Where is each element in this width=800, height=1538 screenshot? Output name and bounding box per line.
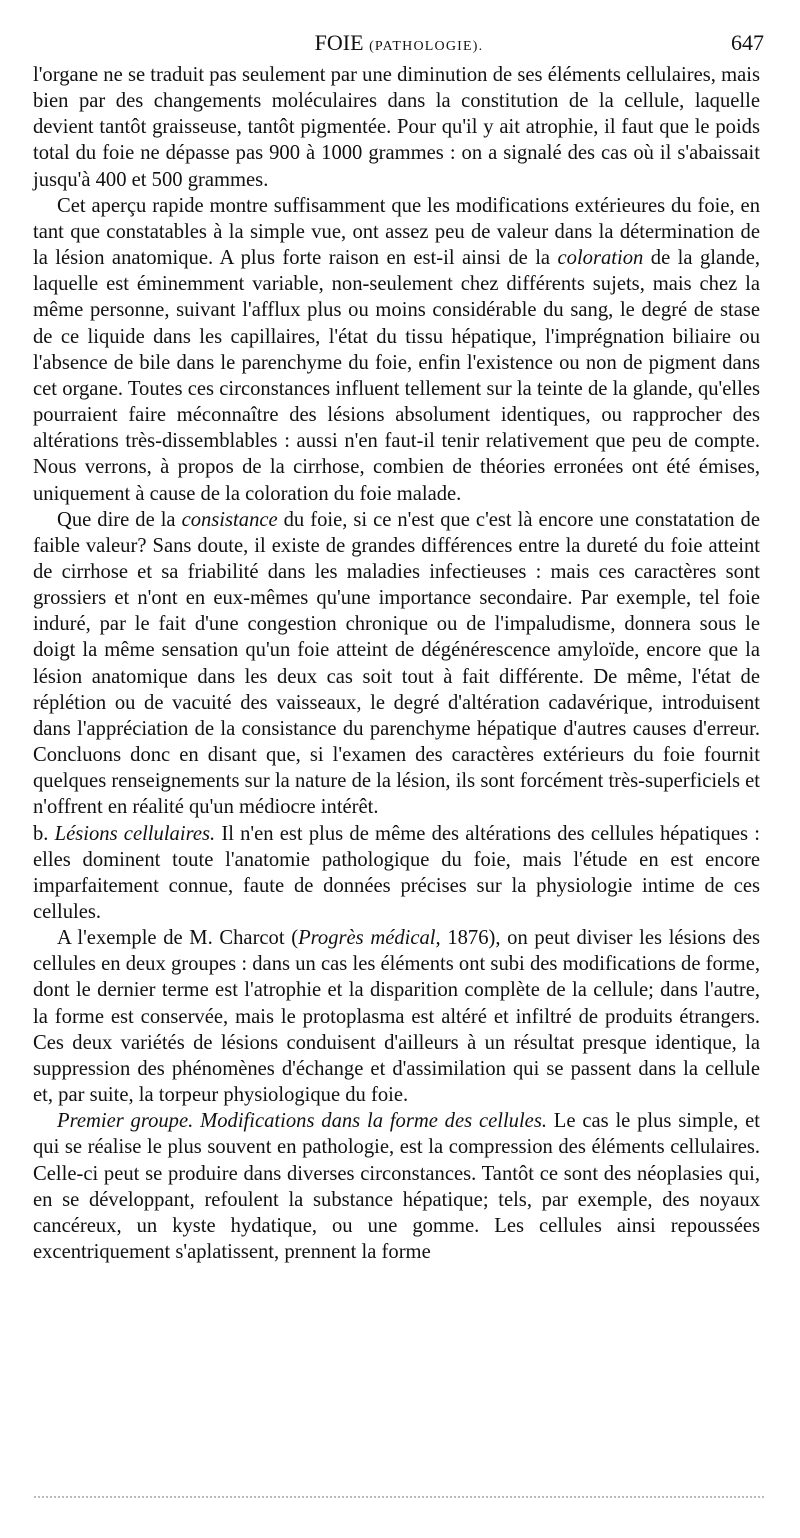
section-heading-lesions-cellulaires: Lésions cellulaires.	[54, 822, 216, 845]
paragraph-1-text: l'organe ne se traduit pas seulement par une diminution de ses éléments cellulaires, mais bien par des changements moléculaires dans la constitution de la cellule, laquelle devient tantôt graisseuse, tantôt pigmentée. Pour qu'il y ait atrophie, il faut que le poids total du foie ne dépasse pas 900 à 1000 grammes : on a signalé des cas où il s'abaissait jusqu'à 400 et 500 grammes.	[33, 64, 760, 191]
paragraph-premier-groupe	[33, 1108, 760, 1265]
running-header	[34, 30, 764, 56]
paragraph-6-b: Le cas le plus simple, et qui se réalise le plus souvent en pathologie, est la compression des éléments cellulaires. Celle-ci peut se produire dans diverses circonstances. Tantôt ce sont des néoplasies qui, en se développant, refoulent la substance hépatique; tels, par exemple, des noyaux cancéreux, un kyste hydatique, ou une gomme. Les cellules ainsi repoussées excentriquement s'aplatissent, prennent la forme	[33, 1110, 760, 1264]
section-heading-premier-groupe: Premier groupe. Modifications dans la forme des cellules.	[57, 1110, 547, 1133]
page-number: 647	[731, 30, 764, 55]
paragraph-4-b: Il n'en est plus de même des altérations des cellules hépatiques : elles dominent toute l'anatomie pathologique du foie, mais l'étude en est encore imparfaitement connue, faute de données précises sur la physiologie intime de ces cellules.	[33, 822, 760, 923]
paragraph-5-b: , 1876), on peut diviser les lésions des cellules en deux groupes : dans un cas les éléments ont subi des modifications de forme, dont le dernier terme est l'atrophie et la disparition complète de la cellule; dans l'autre, la forme est conservée, mais le protoplasma est altéré et infiltré de produits étrangers. Ces deux variétés de lésions conduisent d'ailleurs à un résultat presque identique, la suppression des phénomènes d'échange et d'assimilation qui se passent dans la cellule et, par suite, la torpeur physiologique du foie.	[33, 927, 761, 1107]
paragraph-charcot	[33, 925, 760, 1108]
paragraph-2-a: Cet aperçu rapide montre suffisamment que les modifications extérieures du foie, en tant que constatables à la simple vue, ont assez peu de valeur dans la détermination de la lésion anatomique. A plus forte raison en est-il ainsi de la	[33, 194, 760, 270]
citation-progres-medical: Progrès médical	[298, 927, 436, 950]
paragraph-4-a: b.	[33, 822, 55, 845]
paragraph-continued	[33, 62, 760, 193]
paragraph-lesions-cellulaires	[33, 821, 760, 926]
paragraph-3-a: Que dire de la	[57, 508, 182, 531]
term-coloration: coloration	[557, 247, 644, 270]
body-text	[33, 62, 760, 1265]
paragraph-consistance	[33, 507, 760, 821]
running-title	[34, 30, 764, 60]
paragraph-coloration	[33, 193, 760, 507]
footer-dotted-rule	[34, 1496, 764, 1498]
term-consistance: consistance	[181, 508, 278, 531]
paragraph-5-a: A l'exemple de M. Charcot (	[57, 927, 299, 950]
paragraph-2-b: de la glande, laquelle est éminemment variable, non-seulement chez différents sujets, mais chez la même personne, suivant l'afflux plus ou moins considérable du sang, le degré de stase de ce liquide dans les capillaires, l'état du tissu hépatique, l'imprégnation biliaire ou l'absence de bile dans le parenchyme du foie, enfin l'existence ou non de pigment dans cet organe. Toutes ces circonstances influent tellement sur la teinte de la glande, qu'elles pourraient faire méconnaître des lésions absolument identiques, ou rapprocher des altérations très-dissemblables : aussi n'en faut-il tenir relativement que peu de compte. Nous verrons, à propos de la cirrhose, combien de théories erronées ont été émises, uniquement à cause de la coloration du foie malade.	[33, 247, 760, 505]
header-title: FOIE	[314, 30, 364, 55]
paragraph-3-b: du foie, si ce n'est que c'est là encore une constatation de faible valeur? Sans doute, il existe de grandes différences entre la dureté du foie atteint de cirrhose et sa friabilité dans les maladies infectieuses : mais ces caractères sont grossiers et n'ont en eux-mêmes qu'une importance secondaire. Par exemple, tel foie induré, par le fait d'une congestion chronique ou de l'impaludisme, donnera sous le doigt la même sensation qu'un foie atteint de dégénérescence amyloïde, encore que la lésion anatomique dans les deux cas soit tout à fait différente. De même, l'état de réplétion ou de vacuité des vaisseaux, le degré d'altération cadavérique, introduisent dans l'appréciation de la consistance du parenchyme hépatique d'autres causes d'erreur. Concluons donc en disant que, si l'examen des caractères extérieurs du foie fournit quelques renseignements sur la nature de la lésion, ils sont forcément très-superficiels et n'offrent en réalité qu'un médiocre intérêt.	[33, 508, 760, 819]
header-subtitle: (PATHOLOGIE).	[369, 39, 484, 54]
